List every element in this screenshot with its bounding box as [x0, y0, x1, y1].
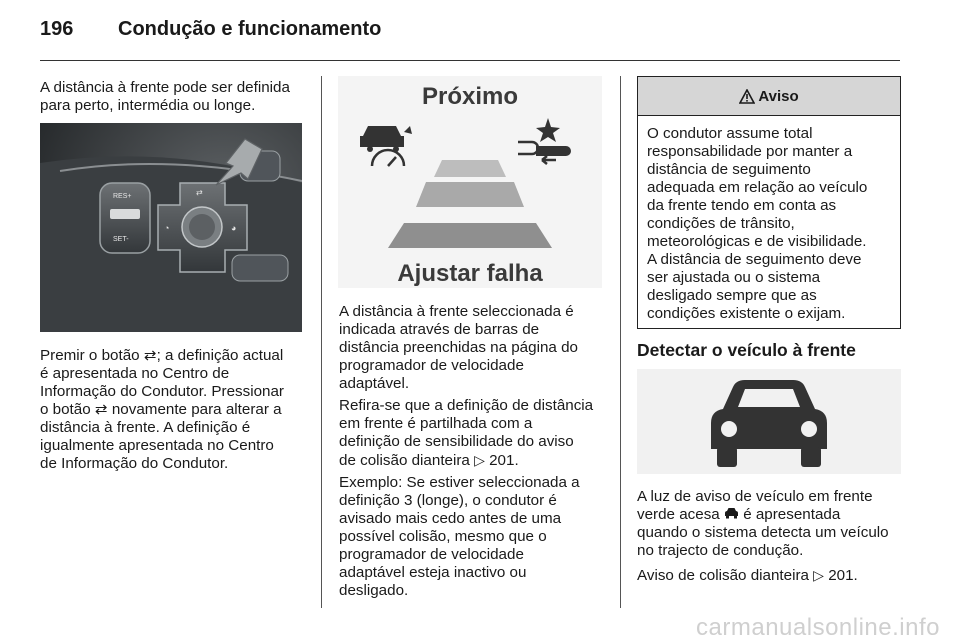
display-top-label: Próximo	[421, 83, 519, 110]
cross-reference-icon: ▷	[813, 567, 824, 583]
cross-reference-icon: ▷	[474, 452, 485, 468]
warning-text: O condutor assume total responsabilidade por manter a distância de seguimento adequada em relação ao veículo da frente tendo em conta as condições de trânsito, meteorológicas e de visibilidade. A distância de seguimento deve ser ajustada ou o sistema desligado sempre que as condições existente o exijam.	[647, 125, 868, 322]
distance-button-icon: ⇄	[94, 401, 108, 418]
page-reference[interactable]: 201.	[828, 567, 858, 584]
button-instruction-paragraph: Premir o botão ⇄; a definição actual é apresentada no Centro de Informação do Condutor. Pressionar o botão ⇄ novamente para alterar a distância à frente. A definição é igualmente apresentada no Centro de Informação do Condutor.	[40, 347, 284, 472]
shared-setting-paragraph: Refira-se que a definição de distância em frente é partilhada com a definição de sensibilidade do aviso de colisão dianteira ▷ 201.	[339, 397, 594, 469]
warning-triangle-icon	[739, 89, 755, 104]
warning-box	[637, 76, 901, 329]
res-label: RES+	[113, 193, 132, 200]
car-front-icon	[637, 369, 901, 474]
display-bottom-label: Ajustar falha	[397, 260, 543, 287]
distance-display-image	[338, 76, 602, 288]
page-number: 196	[40, 18, 74, 40]
vehicle-ahead-paragraph: A luz de aviso de veículo em frente verde acesa é apresentada quando o sistema detecta um veículo no trajecto de condução.	[637, 488, 889, 559]
header-rule	[40, 60, 900, 61]
warning-title: Aviso	[758, 87, 799, 105]
distance-bar-far	[388, 223, 552, 248]
distance-button-icon: ⇄	[143, 347, 157, 364]
warning-header	[638, 77, 900, 116]
steering-wheel-image	[40, 123, 302, 332]
svg-text:◕: ◕	[231, 223, 237, 233]
example-paragraph: Exemplo: Se estiver seleccionada a definição 3 (longe), o condutor é avisado mais cedo antes de uma possível colisão, mesmo que o programador de velocidade adaptável esteja inactivo ou desligado.	[339, 474, 580, 599]
display-paragraph: A distância à frente seleccionada é indicada através de barras de distância preenchidas na página do programador de velocidade adaptável.	[339, 303, 578, 392]
svg-text:◔: ◔	[164, 223, 170, 233]
svg-text:⇄: ⇄	[196, 188, 203, 197]
column-divider	[620, 76, 621, 608]
vehicle-ahead-icon-image	[637, 369, 901, 474]
section-heading: Detectar o veículo à frente	[637, 340, 856, 360]
collision-icon	[518, 118, 571, 164]
page-reference[interactable]: 201.	[489, 452, 519, 469]
collision-ref-paragraph: Aviso de colisão dianteira ▷ 201.	[637, 567, 858, 584]
distance-bar-mid	[416, 182, 524, 207]
distance-bar-near	[434, 160, 506, 177]
page-header	[40, 18, 900, 52]
steering-wheel-illustration	[40, 123, 302, 332]
chapter-title: Condução e funcionamento	[118, 18, 382, 40]
intro-paragraph: A distância à frente pode ser definida para perto, intermédia ou longe.	[40, 79, 290, 114]
watermark: carmanualsonline.info	[696, 614, 940, 641]
column-divider	[321, 76, 322, 608]
car-inline-icon	[724, 506, 739, 523]
set-label: SET-	[113, 236, 129, 243]
car-gauge-icon	[360, 126, 412, 166]
